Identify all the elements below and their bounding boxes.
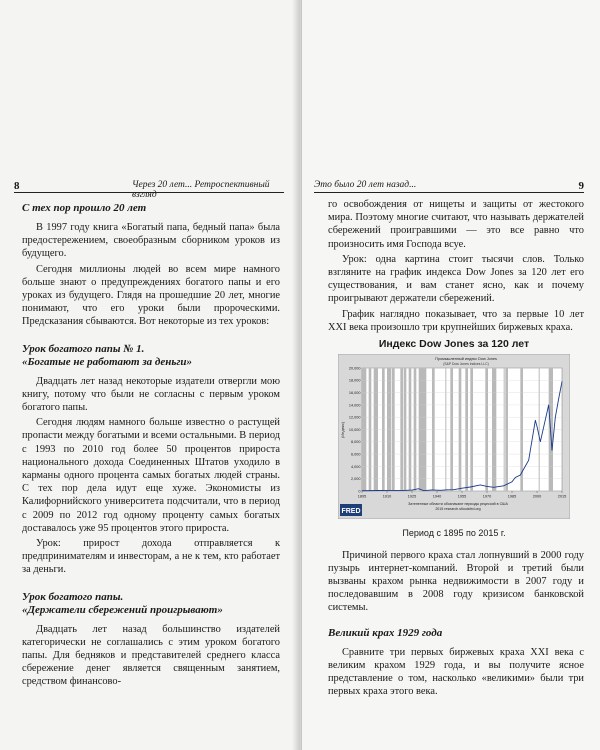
x-tick-label: 2000 bbox=[532, 494, 542, 499]
y-tick-label: 16,000 bbox=[348, 391, 361, 396]
y-tick-label: 12,000 bbox=[348, 415, 361, 420]
data-point bbox=[487, 486, 488, 487]
paragraph: Урок: одна картина стоит тысячи слов. Только взгляните на график индекса Dow Jones за 120 лет его существования, и вам станет ясно, как и почему проигрывают держатели сбережений. bbox=[328, 253, 584, 305]
y-tick-label: 20,000 bbox=[348, 366, 361, 371]
data-point bbox=[447, 490, 448, 491]
chart-canvas bbox=[338, 354, 570, 519]
data-point bbox=[528, 460, 529, 461]
heading-line: «Богатые не работают за деньги» bbox=[22, 355, 193, 368]
paragraph: График наглядно показывает, что за первые 10 лет XXI века произошло три крупнейших биржевых краха. bbox=[328, 308, 584, 333]
chart-inner-subtitle: (S&P Dow Jones Indices LLC) bbox=[443, 362, 489, 367]
page-number: 9 bbox=[578, 180, 584, 192]
data-point bbox=[395, 490, 396, 491]
data-point bbox=[423, 491, 424, 492]
dow-jones-chart bbox=[338, 338, 570, 541]
data-point bbox=[543, 427, 544, 428]
x-tick-label: 1985 bbox=[507, 494, 517, 499]
data-point bbox=[370, 491, 371, 492]
left-running-head bbox=[14, 180, 284, 200]
y-tick-label: 14,000 bbox=[348, 403, 361, 408]
chart-inner-title: Промышленный индекс Dow Jones bbox=[435, 357, 497, 362]
data-point bbox=[503, 486, 504, 487]
data-point bbox=[418, 489, 419, 490]
paragraph: Урок: прирост дохода отправляется к предпринимателям и инвесторам, а не к тем, кто работает за деньги. bbox=[22, 538, 280, 576]
paragraph: го освобождения от нищеты и защиты от жестокого мира. Поэтому многие считают, что называть держателей сбережений проигравшими — это все равно что произносить имя Господа всуе. bbox=[328, 199, 584, 250]
data-point bbox=[412, 490, 413, 491]
y-tick-label: 18,000 bbox=[348, 378, 361, 383]
x-tick-label: 1940 bbox=[432, 494, 442, 499]
y-tick-label: 0 bbox=[358, 489, 361, 494]
data-point bbox=[555, 417, 556, 418]
x-tick-label: 1895 bbox=[357, 494, 367, 499]
y-tick-label: 6,000 bbox=[350, 452, 361, 457]
data-point bbox=[440, 490, 441, 491]
left-column bbox=[22, 200, 280, 691]
data-point bbox=[378, 490, 379, 491]
paragraph: В 1997 году книга «Богатый папа, бедный папа» была предостережением, своеобразным сборником уроков из будущего. bbox=[22, 222, 280, 260]
data-point bbox=[470, 487, 471, 488]
running-head-text: Через 20 лет... Ретроспективный взгляд bbox=[132, 180, 270, 200]
fred-logo-text: FRED bbox=[341, 508, 361, 516]
data-point bbox=[558, 399, 559, 400]
x-tick-label: 1955 bbox=[457, 494, 467, 499]
paragraph: Двадцать лет назад большинство издателей категорически не соглашались с этим уроком богатого папы. Для бедняков и представителей среднего класса сбережение денег является священным занятием, средством финансово- bbox=[22, 623, 280, 688]
data-point bbox=[535, 420, 536, 421]
data-point bbox=[512, 482, 513, 483]
x-tick-label: 1925 bbox=[407, 494, 417, 499]
page-number: 8 bbox=[14, 180, 20, 192]
source-note: Затененные области обозначают периоды рецессий в США bbox=[408, 502, 508, 507]
section-heading: С тех пор прошло 20 лет bbox=[22, 202, 147, 214]
chart-title: Индекс Dow Jones за 120 лет bbox=[378, 338, 530, 351]
running-head-text: Это было 20 лет назад... bbox=[314, 180, 417, 190]
data-point bbox=[403, 490, 404, 491]
section-heading bbox=[22, 343, 280, 369]
y-axis-label: (Индекс) bbox=[340, 422, 345, 439]
paragraph: Причиной первого краха стал лопнувший в 2000 году пузырь интернет-компаний. Второй и третий были вызваны крахом рынка недвижимости в 2007 году и последовавшим в 2008 году кризисом банковской системы. bbox=[328, 549, 584, 614]
x-tick-label: 1970 bbox=[482, 494, 492, 499]
data-point bbox=[552, 450, 553, 451]
section-heading: Великий крах 1929 года bbox=[328, 626, 443, 639]
header-rule bbox=[14, 192, 284, 193]
data-point bbox=[432, 490, 433, 491]
data-point bbox=[480, 485, 481, 486]
source-link: 2015 research.stlouisfed.org bbox=[435, 507, 481, 512]
x-tick-label: 1910 bbox=[382, 494, 392, 499]
heading-line: Урок богатого папы. bbox=[22, 590, 124, 603]
right-running-head bbox=[314, 180, 584, 190]
y-tick-label: 4,000 bbox=[350, 465, 361, 470]
heading-line: Урок богатого папы № 1. bbox=[22, 342, 145, 355]
y-tick-label: 2,000 bbox=[350, 477, 361, 482]
y-tick-label: 10,000 bbox=[348, 428, 361, 433]
header-rule bbox=[314, 192, 584, 193]
x-tick-label: 2015 bbox=[557, 494, 567, 499]
data-point bbox=[462, 488, 463, 489]
data-point bbox=[540, 442, 541, 443]
data-point bbox=[515, 477, 516, 478]
y-tick-label: 8,000 bbox=[350, 440, 361, 445]
heading-line: «Держатели сбережений проигрывают» bbox=[22, 603, 223, 616]
data-point bbox=[537, 426, 538, 427]
paragraph: Сравните три первых биржевых краха XXI века с великим крахом 1929 года, и вы получите ясное представление о том, насколько «великими» были три первых краха этого века. bbox=[328, 646, 584, 698]
paragraph: Двадцать лет назад некоторые издатели отвергли мою книгу, потому что были не согласны с первым уроком богатого папы. bbox=[22, 375, 280, 414]
data-point bbox=[520, 475, 521, 476]
paragraph: Сегодня миллионы людей во всем мире намного больше знают о предупреждениях богатого папы и его уроках из будущего. Глядя на прошедшие 20 лет, многие понимают, что его уроки были пророческими. Предсказания сбываются. Вот некоторые из тех уроков: bbox=[22, 263, 280, 328]
data-point bbox=[548, 405, 549, 406]
data-point bbox=[493, 487, 494, 488]
chart-caption: Период с 1895 по 2015 г. bbox=[402, 528, 506, 539]
paragraph: Сегодня людям намного больше известно о растущей пропасти между богатыми и всеми остальными. В период с 1993 по 2010 год более 50 процентов прироста национального дохода Соединенных Штатов уходило в карманы одного процента самых богатых людей страны. С тех пор дела идут еще хуже. Экономисты из Калифорнийского университета подсчитали, что в период с 2009 по 2012 год одному проценту самых богатых доставалось уже 95 процентов этого прироста. bbox=[22, 417, 280, 534]
data-point bbox=[453, 490, 454, 491]
section-heading bbox=[22, 591, 280, 617]
right-page bbox=[302, 0, 600, 750]
data-point bbox=[362, 491, 363, 492]
data-point bbox=[562, 381, 563, 382]
right-column bbox=[328, 198, 584, 700]
data-point bbox=[387, 490, 388, 491]
